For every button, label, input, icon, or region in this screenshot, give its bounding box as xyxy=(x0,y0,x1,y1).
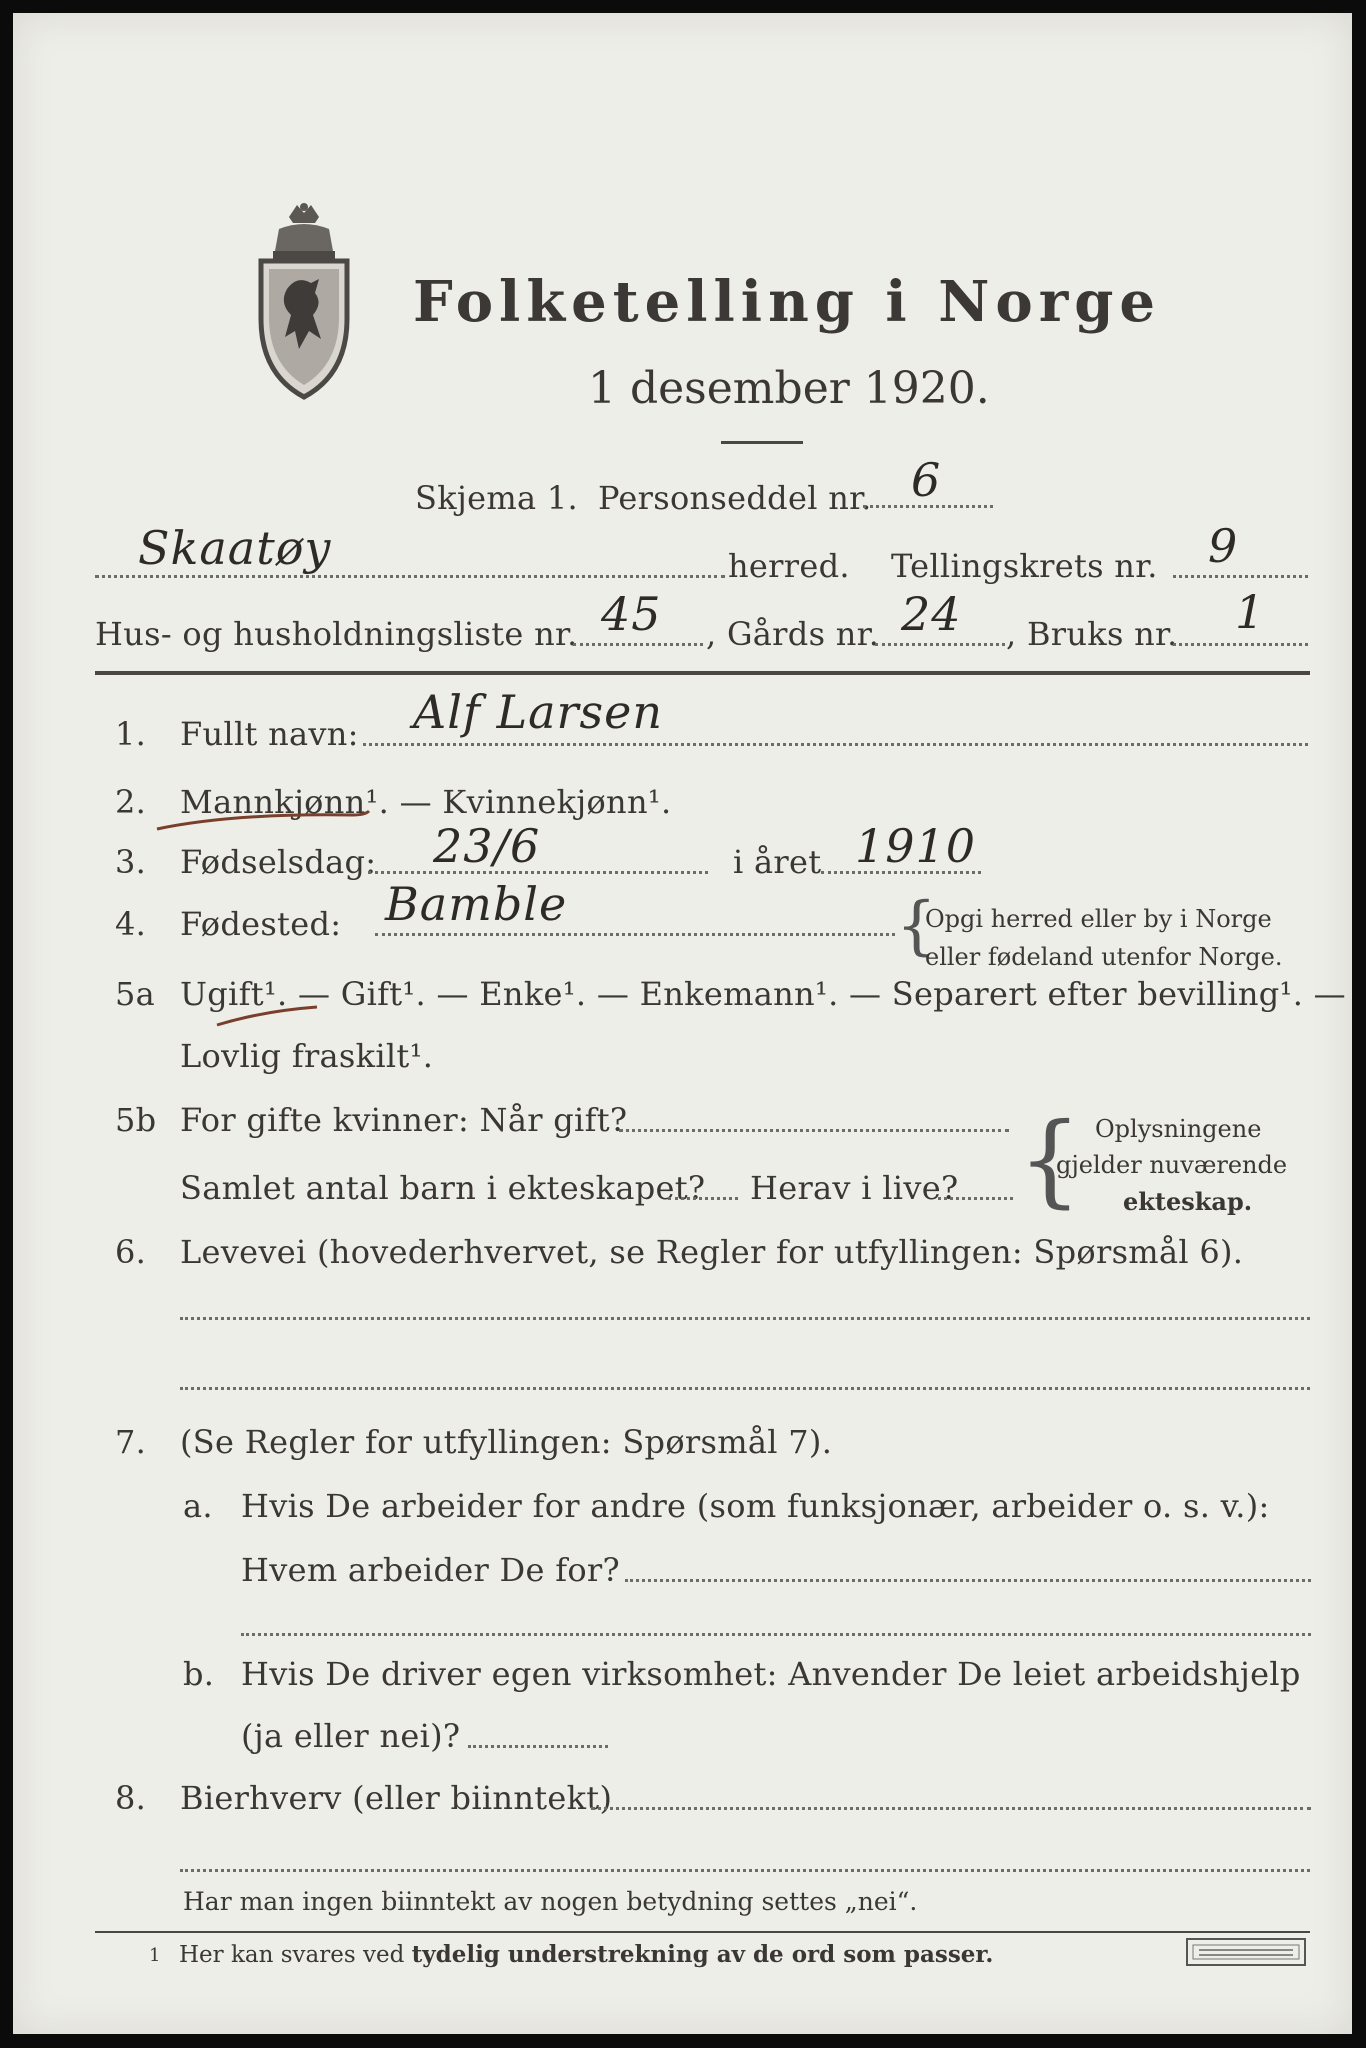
q5b-live-line xyxy=(938,1197,1013,1200)
q4-number: 4. xyxy=(115,905,147,943)
q4-note-brace: { xyxy=(896,889,937,963)
tellingskrets-label: Tellingskrets nr. xyxy=(891,547,1158,585)
census-date: 1 desember 1920. xyxy=(588,363,990,414)
footnote-rule xyxy=(95,1931,1310,1933)
q5b-note-line1: Oplysningene xyxy=(1095,1115,1262,1143)
herred-line xyxy=(95,575,725,578)
gards-label: , Gårds nr. xyxy=(706,615,880,653)
q4-line xyxy=(375,933,895,936)
q7b-line1: Hvis De driver egen virksomhet: Anvender De leiet arbeidshjelp xyxy=(241,1655,1301,1693)
footnote-text-bold: tydelig understrekning av de ord som passer. xyxy=(411,1941,994,1968)
q7a-line1: Hvis De arbeider for andre (som funksjonær, arbeider o. s. v.): xyxy=(241,1487,1270,1525)
q7a-letter: a. xyxy=(183,1487,213,1525)
q1-label: Fullt navn: xyxy=(180,715,359,753)
q5b-barn-line xyxy=(668,1197,738,1200)
herred-label: herred. xyxy=(728,547,850,585)
q7b-letter: b. xyxy=(183,1655,215,1693)
q5b-number: 5b xyxy=(115,1101,157,1139)
q6-line1 xyxy=(180,1317,1310,1320)
q5b-line2b: Herav i live? xyxy=(750,1169,959,1207)
q5b-note-line2: gjelder nuværende xyxy=(1056,1151,1288,1179)
herred-value: Skaatøy xyxy=(138,521,332,575)
q5b-note-line3: ekteskap. xyxy=(1123,1187,1253,1216)
q1-value: Alf Larsen xyxy=(413,685,663,739)
husholdning-label: Hus- og husholdningsliste nr. xyxy=(95,615,578,653)
q6-line2 xyxy=(180,1387,1310,1390)
q3-year-value: 1910 xyxy=(855,819,977,873)
income-note: Har man ingen biinntekt av nogen betydning settes „nei“. xyxy=(183,1887,918,1916)
schema-label: Skjema 1. xyxy=(415,479,578,517)
personseddel-label: Personseddel nr. xyxy=(598,479,872,517)
q3-number: 3. xyxy=(115,843,147,881)
q6-label: Levevei (hovederhvervet, se Regler for utfyllingen: Spørsmål 6). xyxy=(180,1233,1244,1271)
q4-value: Bamble xyxy=(385,877,568,931)
printer-stamp xyxy=(1185,1937,1307,1967)
header-rule xyxy=(95,671,1310,675)
q4-label: Fødested: xyxy=(180,905,342,943)
bruks-label: , Bruks nr. xyxy=(1006,615,1178,653)
q5b-line1: For gifte kvinner: Når gift? xyxy=(180,1101,628,1139)
tellingskrets-value: 9 xyxy=(1208,519,1239,573)
q7-label: (Se Regler for utfyllingen: Spørsmål 7). xyxy=(180,1423,833,1461)
footnote-mark: 1 xyxy=(149,1945,161,1966)
q5a-line2: Lovlig fraskilt¹. xyxy=(180,1037,434,1075)
q8-label: Bierhverv (eller biinntekt) xyxy=(180,1779,613,1817)
q8-line2 xyxy=(180,1869,1310,1872)
q3-value: 23/6 xyxy=(433,819,541,873)
coat-of-arms-emblem xyxy=(249,199,359,409)
personseddel-value: 6 xyxy=(911,453,942,507)
q4-note-line1: Opgi herred eller by i Norge xyxy=(925,905,1272,933)
form-title: Folketelling i Norge xyxy=(413,269,1162,335)
q5a-line1: Ugift¹. — Gift¹. — Enke¹. — Enkemann¹. — Separert efter bevilling¹. — xyxy=(180,975,1346,1013)
q2-number: 2. xyxy=(115,783,147,821)
q7-number: 7. xyxy=(115,1423,147,1461)
q2-underline-mark xyxy=(153,805,373,835)
bruks-value: 1 xyxy=(1235,585,1266,639)
gards-value: 24 xyxy=(901,587,962,641)
q7a-line xyxy=(625,1579,1311,1582)
q7b-line2: (ja eller nei)? xyxy=(241,1717,461,1755)
q7a-line-extra xyxy=(241,1633,1311,1636)
q8-number: 8. xyxy=(115,1779,147,1817)
q5a-underline-mark xyxy=(213,1003,323,1031)
bruks-line xyxy=(1173,643,1308,646)
q5b-line2a: Samlet antal barn i ekteskapet? xyxy=(180,1169,706,1207)
q8-line1 xyxy=(591,1807,1311,1810)
q1-line xyxy=(363,743,1308,746)
husholdning-line xyxy=(573,643,703,646)
q3-year-label: i året xyxy=(733,843,822,881)
husholdning-value: 45 xyxy=(601,587,662,641)
gards-line xyxy=(875,643,1005,646)
title-divider xyxy=(721,441,803,444)
q5b-note-brace: { xyxy=(1018,1101,1082,1218)
q7a-line2: Hvem arbeider De for? xyxy=(241,1551,620,1589)
q5b-gift-line xyxy=(619,1129,1009,1132)
q4-note-line2: eller fødeland utenfor Norge. xyxy=(925,943,1283,971)
footnote-text-plain: Her kan svares ved xyxy=(179,1942,412,1968)
q3-label: Fødselsdag: xyxy=(180,843,377,881)
q5a-number: 5a xyxy=(115,975,156,1013)
footnote-text xyxy=(179,1941,993,1968)
q7b-line xyxy=(468,1745,608,1748)
q1-number: 1. xyxy=(115,715,147,753)
tellingskrets-line xyxy=(1173,575,1308,578)
q6-number: 6. xyxy=(115,1233,147,1271)
q2-label: Mannkjønn¹. — Kvinnekjønn¹. xyxy=(180,783,672,821)
census-form-page xyxy=(13,13,1352,2034)
